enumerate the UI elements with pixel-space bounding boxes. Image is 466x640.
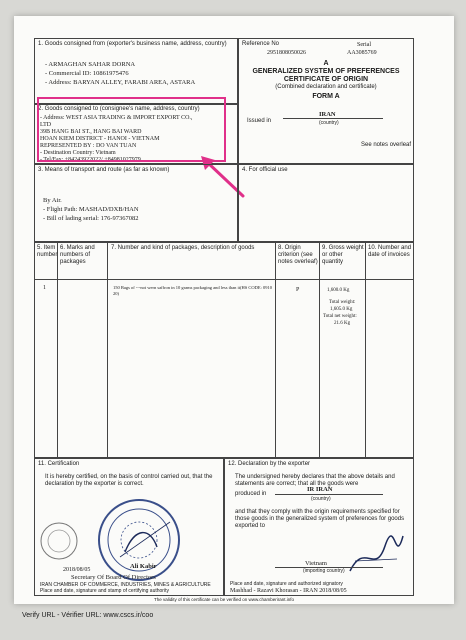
goods-table [34, 242, 414, 458]
header-divider [35, 279, 413, 280]
goods-item-number: 1 [43, 285, 46, 291]
form-name: FORM A [312, 93, 340, 100]
consignee-line-1: - Address: WEST ASIA TRADING & IMPORT EXPORT CO., [40, 115, 193, 121]
consignee-line-4: HOAN KIEM DISTRICT - HANOI - VIETNAM [40, 136, 160, 142]
declaration-text: The undersigned hereby declares that the above details and statements are correct; that all the goods were [235, 474, 395, 487]
produced-line [275, 494, 383, 495]
gsp-title: GENERALIZED SYSTEM OF PREFERENCES [252, 68, 400, 75]
official-use-box [238, 164, 414, 242]
transport-bill-of-lading: - Bill of lading serial: 176-97367082 [43, 215, 139, 222]
serial-label: Serial [357, 42, 371, 48]
col-header-origin: 8. Origin criterion (see notes overleaf) [278, 245, 318, 265]
issued-line [283, 118, 383, 119]
importing-country-caption: (importing country) [303, 568, 345, 574]
total-net-weight-label: Total net weight: [323, 314, 357, 319]
certificate-subtitle: (Combined declaration and certificate) [275, 84, 377, 90]
total-weight: 1,605.0 Kg [330, 307, 353, 312]
certification-box [34, 458, 224, 596]
chamber-logo-icon [37, 515, 81, 565]
total-weight-label: Total weight: [329, 300, 356, 305]
validity-note: The validity of this certificate can be verified on www.chamberirant.info [154, 597, 295, 602]
exporter-address: - Address: BARYAN ALLEY, FARABI AREA, ASTARA [45, 79, 196, 86]
declaration-caption: Place and date, signature and authorized signatory [230, 581, 343, 587]
issued-country: IRAN [319, 111, 336, 118]
col-divider-5 [57, 243, 58, 457]
certification-office: Secretary Of Board Of Directors [71, 574, 156, 581]
total-net-weight: 21.6 Kg [334, 321, 351, 326]
transport-heading: 3. Means of transport and route (as far as known) [38, 167, 170, 173]
declaration-place-date: Mashhad - Razavi Khorasan - IRAN 2018/08/05 [230, 588, 347, 594]
consignee-highlight-frame [37, 97, 226, 162]
col-header-item-number: 5. Item number [37, 245, 58, 258]
transport-flight-path: - Flight Path: MASHAD/DXB/HAN [43, 206, 139, 213]
col-divider-6 [107, 243, 108, 457]
issued-in-label: Issued in [247, 118, 272, 124]
consignee-line-6: - Destination Country: Vietnam [40, 150, 116, 156]
consignee-heading: 2. Goods consigned to (consignee's name, address, country) [38, 106, 200, 112]
declaration-heading: 12. Declaration by the exporter [228, 461, 311, 467]
col-divider-8 [319, 243, 320, 457]
certification-text: It is hereby certified, on the basis of control carried out, that the declaration by the exporter is correct. [45, 474, 213, 487]
col-divider-9 [365, 243, 366, 457]
form-letter: A [323, 60, 329, 67]
transport-mode: By Air. [43, 197, 62, 204]
declaration-text-2: and that they comply with the origin requirements specified for those goods in the generalized system of preferences for goods exported to [235, 509, 405, 529]
col-header-marks: 6. Marks and numbers of packages [60, 245, 95, 265]
reference-box [238, 38, 414, 164]
exporter-commercial-id: - Commercial ID: 10861975476 [45, 70, 129, 77]
consignee-line-5: REPRESENTED BY : DO VAN TUAN [40, 143, 137, 149]
consignee-line-2: LTD [40, 122, 52, 128]
produced-in-label: produced in [235, 491, 267, 497]
col-header-weight: 9. Gross weight or other quantity [322, 245, 364, 265]
col-header-description: 7. Number and kind of packages, description of goods [111, 245, 255, 251]
exporter-name: - ARMAGHAN SAHAR DORNA [45, 61, 136, 68]
official-use-heading: 4. For official use [242, 167, 288, 173]
see-notes: See notes overleaf [361, 142, 412, 148]
produced-country-caption: (country) [311, 496, 331, 502]
goods-weight: 1,600.0 Kg [327, 288, 350, 293]
goods-origin-criterion: P [296, 287, 300, 293]
certification-chamber: IRAN CHAMBER OF COMMERCE, INDUSTRIES, MINES & AGRICULTURE [40, 582, 211, 588]
certification-signer: Ali Kabir [130, 563, 157, 570]
issued-country-caption: (country) [319, 120, 339, 126]
chamber-seal-icon [95, 497, 183, 583]
reference-label: Reference No [242, 41, 280, 47]
transport-box [34, 164, 238, 242]
exporter-signature-icon [345, 531, 405, 581]
certificate-title: CERTIFICATE OF ORIGIN [283, 76, 369, 83]
exporter-box [34, 38, 238, 104]
certification-date: 2018/08/05 [63, 567, 91, 573]
serial-number: AA3085769 [347, 50, 377, 56]
exporter-heading: 1. Goods consigned from (exporter's business name, address, country) [38, 41, 227, 47]
declaration-box [224, 458, 414, 596]
reference-number: 2951808050026 [267, 50, 306, 56]
certification-caption: Place and date, signature and stamp of certifying authority [40, 588, 169, 594]
consignee-line-7: - Tel/Fax: +84243922022/ +84981027979 [40, 157, 141, 163]
certification-heading: 11. Certification [38, 461, 80, 467]
col-header-invoices: 10. Number and date of invoices [368, 245, 412, 258]
col-divider-7 [275, 243, 276, 457]
certificate-sheet [14, 16, 454, 604]
goods-description: 150 Bags of ---not wern saffron in 10 grams packaging and less than it(HS CODE: 0910 20) [113, 285, 273, 296]
consignee-line-3: 39B HANG BAI ST., HANG BAI WARD [40, 129, 142, 135]
produced-country: IR IRAN [307, 486, 333, 493]
importing-country: Vietnam [305, 560, 327, 567]
verify-url[interactable]: Verify URL - Vérifier URL: www.cscs.ir/coo [22, 612, 154, 619]
